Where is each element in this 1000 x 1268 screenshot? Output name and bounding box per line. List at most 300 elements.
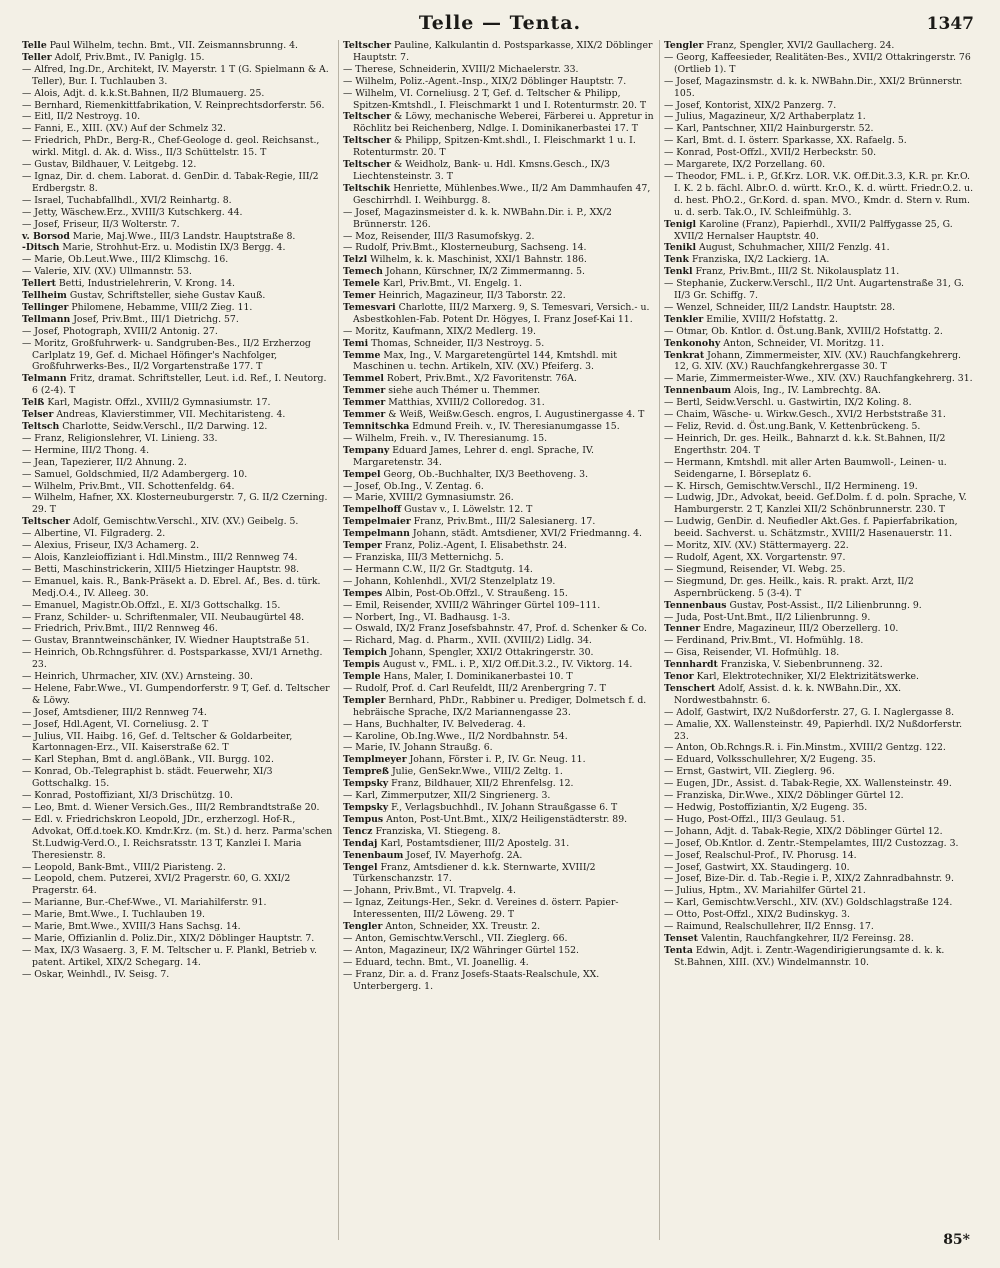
- entry-details: — Leopold, chem. Putzerei, XVI/2 Pragerstr. 60, G. XXI/2 Pragerstr. 64.: [22, 873, 291, 897]
- entry-details: — Rudolf, Prof. d. Carl Reufeldt, III/2 Arenbergring 7. T: [343, 682, 606, 694]
- entry-surname: Tellinger: [22, 301, 69, 313]
- entry-details: — Eduard, techn. Bmt., VI. Joanellig. 4.: [343, 956, 529, 968]
- directory-entry: [343, 933, 655, 945]
- entry-details: — Julius, VII. Haibg. 16, Gef. d. Teltscher & Goldarbeiter, Kartonnagen-Erz., VII. Kaiserstraße 62. T: [22, 730, 293, 754]
- directory-entry: [343, 231, 655, 243]
- entry-details: Henriette, Mühlenbes.Wwe., II/2 Am Dammhaufen 47, Geschirrhdl. I. Weihburgg. 8.: [353, 182, 651, 206]
- entry-details: — Otto, Post-Offzl., XIX/2 Budinskyg. 3.: [664, 909, 850, 921]
- entry-details: — Albertine, VI. Filgraderg. 2.: [22, 528, 166, 540]
- directory-entry: [22, 623, 334, 635]
- entry-details: & Philipp, Spitzen-Kmt.shdl., I. Fleischmarkt 1 u. I. Rotenturmstr. 20. T: [353, 135, 636, 159]
- directory-entry: [664, 909, 977, 921]
- directory-entry: [22, 123, 334, 135]
- entry-details: — Karl, Pantschner, XII/2 Hainburgerstr. 52.: [664, 123, 874, 135]
- entry-details: Charlotte, Seidw.Verschl., II/2 Darwing. 12.: [62, 421, 268, 432]
- entry-details: — Helene, Fabr.Wwe., VI. Gumpendorferstr. 9 T, Gef. d. Teltscher & Löwy.: [22, 682, 330, 706]
- directory-entry: [22, 409, 334, 421]
- entry-details: — Marie, Bmt.Wwe., XVIII/3 Hans Sachsg. 14.: [22, 921, 241, 933]
- directory-entry: [22, 969, 334, 981]
- directory-entry: [343, 492, 655, 504]
- entry-surname: -Ditsch: [22, 242, 60, 254]
- entry-details: — Josef, Friseur, II/3 Wolterstr. 7.: [22, 218, 180, 230]
- entry-surname: Temele: [343, 278, 380, 290]
- entry-details: — Betti, Maschinstrickerin, XIII/5 Hietzinger Hauptstr. 98.: [22, 563, 300, 575]
- directory-entry: [22, 790, 334, 802]
- directory-entry: [22, 100, 334, 112]
- directory-entry: [664, 576, 977, 600]
- entry-details: — Leopold, Bank-Bmt., VIII/2 Piaristeng. 2.: [22, 861, 226, 873]
- entry-surname: Teltschik: [343, 182, 391, 194]
- entry-surname: Teltscher: [22, 516, 71, 528]
- entry-details: — Franz, Schilder- u. Schriftenmaler, VII. Neubaugürtel 48.: [22, 611, 305, 623]
- entry-details: Adolf, Priv.Bmt., IV. Paniglg. 15.: [54, 51, 205, 63]
- entry-surname: Tempel: [343, 468, 381, 480]
- entry-details: — Alexius, Friseur, IX/3 Achamerg. 2.: [22, 540, 200, 552]
- entry-details: — Bertl, Seidw.Verschl. u. Gastwirtin, IX/2 Koling. 8.: [664, 397, 912, 409]
- entry-details: — Konrad, Ob.-Telegraphist b. städt. Feuerwehr, XI/3 Gottschalkg. 15.: [22, 766, 273, 790]
- directory-entry: [343, 969, 655, 993]
- directory-entry: [22, 683, 334, 707]
- entry-details: Max, Ing., V. Margaretengürtel 144, Kmtshdl. mit Maschinen u. techn. Artikeln, XIV. (XV.) Pfeiferg. 3.: [353, 349, 618, 373]
- entry-surname: Templer: [343, 694, 386, 706]
- entry-surname: Temmel: [343, 373, 384, 385]
- directory-entry: [22, 873, 334, 897]
- entry-details: — Oswald, IX/2 Franz Josefsbahnstr. 47, Prof. d. Schenker & Co.: [343, 623, 647, 635]
- entry-details: Karl, Priv.Bmt., VI. Engelg. 1.: [382, 278, 523, 290]
- entry-details: — Josef, Photograph, XVIII/2 Antonig. 27.: [22, 325, 218, 337]
- column-middle: [339, 40, 660, 1240]
- entry-details: — Ferdinand, Priv.Bmt., VI. Hofmühlg. 18.: [664, 635, 864, 647]
- directory-entry: [664, 397, 977, 409]
- entry-surname: Tellmann: [22, 313, 71, 325]
- directory-entry: [664, 516, 977, 540]
- entry-details: — Alois, Adjt. d. k.k.St.Bahnen, II/2 Blumauerg. 25.: [22, 87, 265, 99]
- entry-details: Betti, Industrielehrerin, V. Krong. 14.: [58, 278, 235, 290]
- directory-entry: [22, 766, 334, 790]
- entry-surname: Telzl: [343, 254, 368, 266]
- entry-details: — Edl. v. Friedrichskron Leopold, JDr., erzherzogl. Hof-R., Advokat, Off.d.toek.KO. Kmdr.Krz. (m. St.) d. herz. Parma'schen St.Ludwig-Verd.O., I. Reichsratsstr. 13 T, Kanzlei I. Maria Theresienstr. 8.: [22, 813, 333, 861]
- entry-details: Heinrich, Magazineur, II/3 Taborstr. 22.: [378, 290, 566, 302]
- directory-entry: [664, 171, 977, 219]
- directory-entry: [22, 897, 334, 909]
- entry-surname: Tenset: [664, 932, 698, 944]
- entry-details: Edwin, Adjt. i. Zentr.-Wagendirigierungsamte d. k. k. St.Bahnen, XIII. (XV.) Windelmannstr. 10.: [674, 944, 945, 968]
- directory-entry: [22, 207, 334, 219]
- entry-surname: Temmer: [343, 409, 386, 421]
- entry-details: — Johann, Priv.Bmt., VI. Trapvelg. 4.: [343, 885, 516, 897]
- entry-details: — Emil, Reisender, XVIII/2 Währinger Gürtel 109–111.: [343, 599, 601, 611]
- entry-details: August v., FML. i. P., XI/2 Off.Dit.3.2., IV. Viktorg. 14.: [382, 659, 633, 671]
- directory-entry: [664, 52, 977, 76]
- entry-details: — Chaim, Wäsche- u. Wirkw.Gesch., XVI/2 Herbststraße 31.: [664, 409, 946, 421]
- directory-entry: [664, 433, 977, 457]
- entry-details: Robert, Priv.Bmt., X/2 Favoritenstr. 76A.: [386, 373, 577, 385]
- entry-details: — Marie, Ob.Leut.Wwe., III/2 Klimschg. 16.: [22, 254, 229, 266]
- column-right: [660, 40, 981, 1240]
- directory-entry: [22, 195, 334, 207]
- entry-details: Franz, Priv.Bmt., III/2 Salesianerg. 17.: [413, 516, 596, 528]
- entry-details: Eduard James, Lehrer d. engl. Sprache, IV. Margaretenstr. 34.: [353, 444, 594, 468]
- entry-details: — Moritz, XIV. (XV.) Stättermayerg. 22.: [664, 540, 849, 552]
- entry-details: — Hugo, Post-Offzl., III/3 Geulaug. 51.: [664, 813, 845, 825]
- directory-entry: [664, 219, 977, 243]
- entry-details: Gustav, Schriftsteller, siehe Gustav Kauß.: [69, 290, 266, 302]
- entry-details: — Eduard, Volksschullehrer, X/2 Eugeng. 35.: [664, 754, 876, 766]
- directory-entry: [22, 671, 334, 683]
- entry-details: — Friedrich, Priv.Bmt., III/2 Rennweg 46.: [22, 623, 218, 635]
- directory-entry: [343, 766, 655, 778]
- entry-details: — Emanuel, kais. R., Bank-Präsekt a. D. Ebrel. Af., Bes. d. türk. Medj.O.4., IV. Alleeg. 30.: [22, 575, 321, 599]
- directory-entry: [22, 552, 334, 564]
- entry-surname: v. Borsod: [22, 230, 70, 242]
- entry-surname: Teller: [22, 51, 52, 63]
- entry-details: — Oskar, Weinhdl., IV. Seisg. 7.: [22, 968, 170, 980]
- directory-entry: [343, 742, 655, 754]
- entry-details: Alois, Ing., IV. Lambrechtg. 8A.: [734, 385, 881, 397]
- directory-entry: [343, 135, 655, 159]
- entry-details: — Ludwig, GenDir. d. Neufiedler Akt.Ges. f. Papierfabrikation, beeid. Sachverst. u. Schätzmstr., XVIII/2 Hasenauerstr. 11.: [664, 516, 958, 540]
- directory-entry: [343, 695, 655, 719]
- entry-details: — Raimund, Realschullehrer, II/2 Ennsg. 17.: [664, 921, 874, 933]
- directory-entry: [343, 957, 655, 969]
- entry-surname: Tempelmaier: [343, 516, 411, 528]
- entry-details: Josef, IV. Mayerhofg. 2A.: [406, 849, 523, 861]
- entry-details: — Stephanie, Zuckerw.Verschl., II/2 Unt. Augartenstraße 31, G. II/3 Gr. Schiffg. 7.: [664, 278, 965, 302]
- entry-details: Anton, Schneider, VI. Moritzg. 11.: [723, 337, 885, 349]
- entry-details: — Ludwig, JDr., Advokat, beeid. Gef.Dolm. f. d. poln. Sprache, V. Hamburgerstr. 2 T, Kanzlei XII/2 Schönbrunnerstr. 230. T: [664, 492, 967, 516]
- entry-surname: Templmeyer: [343, 754, 407, 766]
- entry-details: Karl, Elektrotechniker, XI/2 Elektrizitätswerke.: [696, 671, 919, 683]
- directory-entry: [22, 933, 334, 945]
- directory-entry: [664, 481, 977, 493]
- directory-entry: [22, 219, 334, 231]
- entry-details: — Franziska, III/3 Metternichg. 5.: [343, 551, 504, 563]
- directory-entry: [343, 754, 655, 766]
- entry-surname: Tengler: [664, 40, 704, 51]
- directory-entry: [343, 945, 655, 957]
- entry-details: Marie, Strohhut-Erz. u. Modistin IX/3 Bergg. 4.: [62, 242, 286, 254]
- entry-surname: Teltscher: [343, 40, 392, 51]
- directory-entry: [343, 111, 655, 135]
- entry-details: Andreas, Klavierstimmer, VII. Mechitaristeng. 4.: [56, 409, 286, 421]
- directory-entry: [343, 814, 655, 826]
- directory-entry: [664, 147, 977, 159]
- page-header: [0, 8, 1000, 38]
- directory-entry: [22, 492, 334, 516]
- directory-entry: [664, 409, 977, 421]
- directory-entry: [664, 802, 977, 814]
- directory-entry: [343, 373, 655, 385]
- entry-details: Fritz, dramat. Schriftsteller, Leut. i.d. Ref., I. Neutorg. 6 (2-4). T: [32, 373, 327, 397]
- entry-surname: Tempany: [343, 444, 390, 456]
- entry-details: Franz, Poliz.-Agent, I. Elisabethstr. 24.: [384, 540, 567, 552]
- entry-details: — Adolf, Gastwirt, IX/2 Nußdorferstr. 27, G. I. Naglergasse 8.: [664, 706, 955, 718]
- entry-details: F., Verlagsbuchhdl., IV. Johann Straußgasse 6. T: [391, 802, 618, 813]
- directory-entry: [343, 183, 655, 207]
- directory-entry: [664, 754, 977, 766]
- entry-details: — Max, IX/3 Wasaerg. 3, F. M. Teltscher u. F. Plankl, Betrieb v. patent. Artikel, XIX/2 Schegarg. 14.: [22, 944, 317, 968]
- directory-entry: [343, 445, 655, 469]
- entry-surname: Tennenbaus: [664, 599, 727, 611]
- entry-details: Julie, GenSekr.Wwe., VIII/2 Zeltg. 1.: [391, 766, 563, 778]
- directory-entry: [664, 873, 977, 885]
- entry-details: — Anton, Gemischtw.Verschl., VII. Zieglerg. 66.: [343, 932, 568, 944]
- directory-entry: [343, 421, 655, 433]
- entry-details: — Ernst, Gastwirt, VII. Zieglerg. 96.: [664, 766, 835, 778]
- entry-details: — K. Hirsch, Gemischtw.Verschl., II/2 Hermineng. 19.: [664, 480, 918, 492]
- entry-details: — Friedrich, PhDr., Berg-R., Chef-Geologe d. geol. Reichsanst., wirkl. Mitgl. d. Ak. d. Wiss., II/3 Schüttelstr. 15. T: [22, 135, 320, 159]
- directory-entry: [343, 504, 655, 516]
- directory-entry: [343, 790, 655, 802]
- directory-entry: [343, 802, 655, 814]
- entry-details: — Karl, Bmt. d. I. österr. Sparkasse, XX. Rafaelg. 5.: [664, 135, 907, 147]
- directory-entry: [664, 635, 977, 647]
- directory-entry: [22, 516, 334, 528]
- entry-surname: Telß: [22, 397, 45, 409]
- directory-entry: [22, 111, 334, 123]
- entry-surname: Tenta: [664, 944, 693, 956]
- page-number: 1347: [926, 14, 974, 34]
- signature-mark: 85*: [943, 1232, 970, 1248]
- entry-details: — Hedwig, Postoffiziantin, X/2 Eugeng. 35.: [664, 802, 868, 813]
- entry-details: Franziska, V. Siebenbrunneng. 32.: [720, 659, 883, 671]
- entry-surname: Temper: [343, 540, 382, 552]
- entry-details: — Wilhelm, Priv.Bmt., VII. Schottenfeldg. 64.: [22, 480, 235, 492]
- directory-entry: [22, 576, 334, 600]
- directory-entry: [343, 647, 655, 659]
- directory-entry: [664, 111, 977, 123]
- directory-entry: [664, 338, 977, 350]
- entry-details: — Rudolf, Agent, XX. Vorgartenstr. 97.: [664, 551, 846, 563]
- entry-details: Franz, Spengler, XVI/2 Gaullacherg. 24.: [706, 40, 895, 51]
- directory-entry: [664, 933, 977, 945]
- column-left: [18, 40, 339, 1240]
- entry-surname: Tempreß: [343, 766, 389, 778]
- directory-entry: [664, 623, 977, 635]
- entry-details: Wilhelm, k. k. Maschinist, XXI/1 Bahnstr. 186.: [370, 254, 587, 266]
- directory-entry: [343, 433, 655, 445]
- directory-entry: [343, 623, 655, 635]
- entry-details: — Amalie, XX. Wallensteinstr. 49, Papierhdl. IX/2 Nußdorferstr. 23.: [664, 718, 963, 742]
- entry-surname: Temer: [343, 290, 376, 302]
- directory-entry: [22, 302, 334, 314]
- entry-details: — Karl Stephan, Bmt d. angl.öBank., VII. Burgg. 102.: [22, 754, 274, 766]
- directory-entry: [343, 612, 655, 624]
- entry-details: Franz, Bildhauer, XII/2 Ehrenfelsg. 12.: [391, 778, 574, 790]
- directory-entry: [22, 754, 334, 766]
- directory-entry: [22, 481, 334, 493]
- directory-entry: [343, 635, 655, 647]
- entry-details: Adolf, Assist. d. k. k. NWBahn.Dir., XX. Nordwestbahnstr. 6.: [674, 682, 902, 706]
- entry-details: — Konrad, Postoffiziant, XI/3 Drischützg. 10.: [22, 790, 233, 802]
- entry-details: Karl, Postamtsdiener, III/2 Apostelg. 31.: [380, 837, 570, 849]
- entry-surname: Tenk: [664, 254, 689, 266]
- directory-entry: [22, 635, 334, 647]
- directory-entry: [22, 290, 334, 302]
- entry-details: — Moritz, Großfuhrwerk- u. Sandgruben-Bes., II/2 Erzherzog Carlplatz 19, Gef. d. Michael Höfinger's Nachfolger, Großfuhrwerks-Bes., II/2 Vorgartenstraße 177. T: [22, 337, 311, 373]
- directory-entry: [664, 552, 977, 564]
- directory-entry: [343, 885, 655, 897]
- directory-entry: [22, 397, 334, 409]
- entry-details: — Marie, Offizianlin d. Poliz.Dir., XIX/2 Döblinger Hauptstr. 7.: [22, 932, 315, 944]
- entry-details: — Alfred, Ing.Dr., Architekt, IV. Mayerstr. 1 T (G. Spielmann & A. Teller), Bur. I. Tuchlauben 3.: [22, 63, 329, 87]
- entry-surname: Tenigl: [664, 218, 697, 230]
- directory-entry: [22, 719, 334, 731]
- entry-details: — Josef, Gastwirt, XX. Staudingerg. 10.: [664, 861, 850, 873]
- entry-surname: Tenner: [664, 623, 701, 635]
- entry-details: siehe auch Thémer u. Themmer.: [388, 385, 541, 397]
- entry-surname: Tellert: [22, 278, 56, 290]
- directory-entry: [343, 290, 655, 302]
- directory-entry: [664, 421, 977, 433]
- directory-entry: [343, 242, 655, 254]
- entry-details: — Israel, Tuchabfallhdl., XVI/2 Reinhartg. 8.: [22, 194, 232, 206]
- entry-details: — Therese, Schneiderin, XVIII/2 Michaelerstr. 33.: [343, 63, 579, 75]
- entry-surname: Tengel: [343, 861, 378, 873]
- entry-surname: Tengler: [343, 921, 383, 933]
- running-head: Telle — Tenta.: [418, 12, 582, 34]
- entry-details: Johann, Kürschner, IX/2 Zimmermanng. 5.: [385, 266, 585, 278]
- entry-details: Bernhard, PhDr., Rabbiner u. Prediger, Dolmetsch f. d. hebräische Sprache, IX/2 Mariannengasse 23.: [353, 694, 647, 718]
- entry-details: — Anton, Magazineur, IX/2 Währinger Gürtel 152.: [343, 944, 579, 956]
- directory-columns: [18, 40, 982, 1240]
- entry-details: — Gustav, Branntweinschänker, IV. Wiedner Hauptstraße 51.: [22, 635, 310, 647]
- entry-surname: Tendaj: [343, 837, 378, 849]
- entry-surname: Tenkl: [664, 266, 693, 278]
- directory-entry: [664, 612, 977, 624]
- directory-entry: [22, 242, 334, 254]
- directory-entry: [664, 671, 977, 683]
- directory-entry: [22, 278, 334, 290]
- entry-surname: Temme: [343, 349, 381, 361]
- entry-surname: Temnitschka: [343, 421, 410, 432]
- entry-details: Thomas, Schneider, II/3 Nestroyg. 5.: [371, 337, 545, 349]
- entry-details: — Wilhelm, VI. Corneliusg. 2 T, Gef. d. Teltscher & Philipp, Spitzen-Kmtshdl., I. Fleischmarkt 1 und I. Rotenturmstr. 20. T: [343, 87, 647, 111]
- directory-entry: [22, 802, 334, 814]
- directory-entry: [22, 909, 334, 921]
- entry-details: Edmund Freih. v., IV. Theresianumgasse 15.: [412, 421, 620, 432]
- entry-details: — Hans, Buchhalter, IV. Belvederag. 4.: [343, 718, 526, 730]
- entry-details: — Richard, Mag. d. Pharm., XVII. (XVIII/2) Lidlg. 34.: [343, 635, 592, 647]
- directory-entry: [343, 576, 655, 588]
- directory-entry: [664, 242, 977, 254]
- entry-details: — Eugen, JDr., Assist. d. Tabak-Regie, XX. Wallensteinstr. 49.: [664, 778, 952, 790]
- entry-details: Anton, Post-Unt.Bmt., XIX/2 Heiligenstädterstr. 89.: [386, 813, 628, 825]
- entry-details: — Gisa, Reisender, VI. Hofmühlg. 18.: [664, 647, 840, 659]
- directory-entry: [664, 123, 977, 135]
- entry-details: — Hermine, III/2 Thong. 4.: [22, 444, 150, 456]
- entry-details: — Georg, Kaffeesieder, Realitäten-Bes., XVII/2 Ottakringerstr. 76 (Ortlieb 1). T: [664, 51, 971, 75]
- directory-entry: [664, 742, 977, 754]
- directory-entry: [22, 731, 334, 755]
- entry-details: — Otmar, Ob. Kntlor. d. Öst.ung.Bank, XVIII/2 Hofstattg. 2.: [664, 325, 943, 337]
- directory-entry: [343, 719, 655, 731]
- entry-details: — Wenzel, Schneider, III/2 Landstr. Hauptstr. 28.: [664, 301, 896, 313]
- directory-entry: [22, 254, 334, 266]
- directory-entry: [22, 469, 334, 481]
- entry-details: Johann, städt. Amtsdiener, XVI/2 Friedmanng. 4.: [412, 528, 642, 540]
- entry-details: Johann, Zimmermeister, XIV. (XV.) Rauchfangkehrerg. 12, G. XIV. (XV.) Rauchfangkehrergasse 30. T: [674, 349, 961, 373]
- directory-entry: [343, 88, 655, 112]
- entry-details: Anton, Schneider, XX. Treustr. 2.: [385, 921, 541, 933]
- entry-details: — Karl, Gemischtw.Verschl., XIV. (XV.) Goldschlagstraße 124.: [664, 897, 953, 909]
- entry-details: & Löwy, mechanische Weberei, Färberei u. Appretur in Röchlitz bei Reichenberg, Ndlge. I. Dominikanerbastei 17. T: [353, 111, 654, 135]
- entry-details: Franziska, IX/2 Lackierg. 1A.: [691, 254, 830, 266]
- entry-details: — Josef, Kontorist, XIX/2 Panzerg. 7.: [664, 99, 837, 111]
- entry-details: — Moritz, Kaufmann, XIX/2 Medlerg. 19.: [343, 325, 536, 337]
- entry-details: — Marie, Bmt.Wwe., I. Tuchlauben 19.: [22, 909, 206, 921]
- directory-entry: [664, 850, 977, 862]
- entry-surname: Telle: [22, 40, 47, 51]
- directory-entry: [22, 457, 334, 469]
- entry-details: — Josef, Magazinsmstr. d. k. k. NWBahn.Dir., XXI/2 Brünnerstr. 105.: [664, 75, 963, 99]
- entry-surname: Tempich: [343, 647, 388, 659]
- directory-entry: [343, 350, 655, 374]
- entry-details: — Karoline, Ob.Ing.Wwe., II/2 Nordbahnstr. 54.: [343, 730, 568, 742]
- directory-entry: [664, 719, 977, 743]
- directory-entry: [343, 481, 655, 493]
- directory-entry: [343, 850, 655, 862]
- directory-entry: [664, 385, 977, 397]
- directory-entry: [664, 862, 977, 874]
- directory-entry: [22, 814, 334, 862]
- directory-entry: [22, 707, 334, 719]
- entry-surname: Tenkonohy: [664, 337, 721, 349]
- directory-entry: [664, 457, 977, 481]
- entry-details: Franz, Amtsdiener d. k.k. Sternwarte, XVIII/2 Türkenschanzstr. 17.: [353, 861, 596, 885]
- entry-details: — Norbert, Ing., VI. Badhausg. 1-3.: [343, 611, 511, 623]
- entry-surname: Tempis: [343, 659, 380, 671]
- directory-entry: [343, 600, 655, 612]
- entry-details: — Leo, Bmt. d. Wiener Versich.Ges., III/2 Rembrandtstraße 20.: [22, 802, 320, 813]
- directory-entry: [343, 40, 655, 64]
- entry-details: — Ignaz, Dir. d. chem. Laborat. d. GenDir. d. Tabak-Regie, III/2 Erdbergstr. 8.: [22, 170, 319, 194]
- directory-entry: [22, 88, 334, 100]
- directory-entry: [664, 350, 977, 374]
- directory-entry: [22, 862, 334, 874]
- entry-details: — Juda, Post-Unt.Bmt., II/2 Lilienbrunng. 9.: [664, 611, 871, 623]
- entry-details: — Franziska, Dir.Wwe., XIX/2 Döblinger Gürtel 12.: [664, 790, 904, 802]
- directory-entry: [22, 445, 334, 457]
- entry-details: Franz, Priv.Bmt., III/2 St. Nikolausplatz 11.: [695, 266, 900, 278]
- directory-entry: [343, 469, 655, 481]
- directory-entry: [22, 40, 334, 52]
- directory-entry: [664, 76, 977, 100]
- directory-entry: [343, 897, 655, 921]
- entry-details: — Jetty, Wäschew.Erz., XVIII/3 Kutschkerg. 44.: [22, 206, 243, 218]
- entry-details: — Marie, Zimmermeister-Wwe., XIV. (XV.) Rauchfangkehrerg. 31.: [664, 373, 973, 385]
- entry-surname: Tempsky: [343, 778, 389, 790]
- entry-details: — Julius, Magazineur, X/2 Arthaberplatz 1.: [664, 111, 866, 123]
- directory-entry: [664, 838, 977, 850]
- entry-details: Philomene, Hebamme, VIII/2 Zieg. 11.: [71, 301, 253, 313]
- entry-details: — Johann, Adjt. d. Tabak-Regie, XIX/2 Döblinger Gürtel 12.: [664, 825, 943, 837]
- entry-details: Johann, Förster i. P., IV. Gr. Neug. 11.: [409, 754, 586, 766]
- entry-surname: Tempus: [343, 813, 384, 825]
- entry-details: Hans, Maler, I. Dominikanerbastei 10. T: [383, 671, 573, 683]
- entry-details: Marie, Maj.Wwe., III/3 Landstr. Hauptstraße 8.: [72, 230, 296, 242]
- directory-entry: [22, 921, 334, 933]
- entry-surname: Telmann: [22, 373, 67, 385]
- directory-entry: [343, 552, 655, 564]
- entry-details: — Valerie, XIV. (XV.) Ullmannstr. 53.: [22, 266, 192, 278]
- entry-details: — Heinrich, Dr. ges. Heilk., Bahnarzt d. k.k. St.Bahnen, II/2 Engerthstr. 204. T: [664, 432, 946, 456]
- directory-entry: [22, 171, 334, 195]
- entry-details: Adolf, Gemischtw.Verschl., XIV. (XV.) Geibelg. 5.: [73, 516, 299, 528]
- directory-entry: [22, 338, 334, 374]
- entry-details: Gustav v., I. Löwelstr. 12. T: [404, 504, 533, 516]
- entry-details: Albin, Post-Ob.Offzl., V. Straußeng. 15.: [385, 587, 568, 599]
